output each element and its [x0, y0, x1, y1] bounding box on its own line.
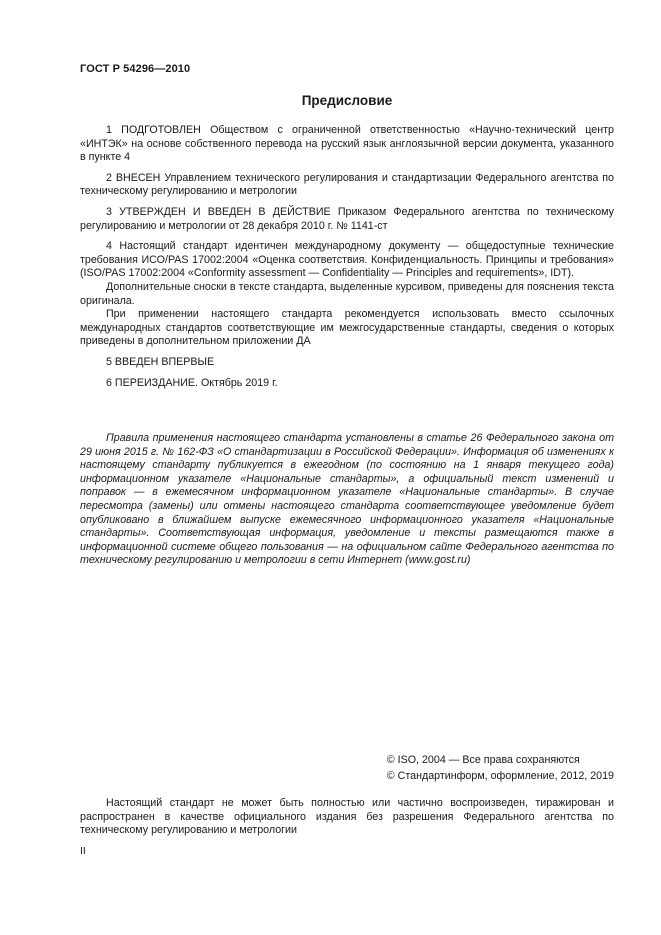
copyright-standartinform: © Стандартинформ, оформление, 2012, 2019: [386, 770, 614, 782]
reproduction-notice: Настоящий стандарт не может быть полностью или частично воспроизведен, тиражирован и распространен в качестве официального издания без разрешения Федерального агентства по техническому регулированию и метрологии: [80, 797, 614, 837]
page-number: II: [80, 845, 86, 857]
copyright-block: [387, 752, 614, 784]
document-code: ГОСТ Р 54296—2010: [80, 63, 191, 75]
page-title: Предисловие: [301, 93, 393, 108]
item-5: 5 ВВЕДЕН ВПЕРВЫЕ: [106, 355, 215, 368]
item-3: 3 УТВЕРЖДЕН И ВВЕДЕН В ДЕЙСТВИЕ Приказом Федерального агентства по техническому регулированию и метрологии от 28 декабря 2010 г. № 1141-ст: [80, 205, 614, 232]
item-4: 4 Настоящий стандарт идентичен международному документу — общедоступные технические требования ИСО/PAS 17002:2004 «Оценка соответствия. Конфиденциальность. Принципы и требования» (ISO/PAS 17002:2004 «Conformity assessment — Confidentiality — Principles and requirements», IDT).: [80, 240, 614, 280]
item-1: 1 ПОДГОТОВЛЕН Обществом с ограниченной ответственностью «Научно-технический центр «ИНТЭК» на основе собственного перевода на русский язык англоязычной версии документа, указанного в пункте 4: [80, 124, 614, 164]
item-6: 6 ПЕРЕИЗДАНИЕ. Октябрь 2019 г.: [106, 376, 278, 389]
item-2: 2 ВНЕСЕН Управлением технического регулирования и стандартизации Федерального агентства по техническому регулированию и метрологии: [80, 171, 614, 198]
foreword-body: [80, 124, 614, 390]
item-4-note-footnotes: Дополнительные сноски в тексте стандарта, выделенные курсивом, приведены для пояснения текста оригинала.: [80, 280, 614, 307]
item-4-note-references: При применении настоящего стандарта рекомендуется использовать вместо ссылочных международных стандартов соответствующие им межгосударственные стандарты, сведения о которых приведены в дополнительном приложении ДА: [80, 308, 614, 348]
application-rules-notice: Правила применения настоящего стандарта установлены в статье 26 Федерального закона от 29 июня 2015 г. № 162-ФЗ «О стандартизации в Российской Федерации». Информация об изменениях к настоящему стандарту публикуется в ежегодном (по состоянию на 1 января текущего года) информационном указателе «Национальные стандарты», а официальный текст изменений и поправок — в ежемесячном информационном указателе «Национальные стандарты». В случае пересмотра (замены) или отмены настоящего стандарта соответствующее уведомление будет опубликовано в ближайшем выпуске ежемесячного информационного указателя «Национальные стандарты». Соответствующая информация, уведомление и тексты размещаются также в информационной системе общего пользования — на официальном сайте Федерального агентства по техническому регулированию и метрологии в сети Интернет (www.gost.ru): [80, 432, 614, 567]
copyright-iso: © ISO, 2004 — Все права сохраняются: [386, 754, 580, 766]
